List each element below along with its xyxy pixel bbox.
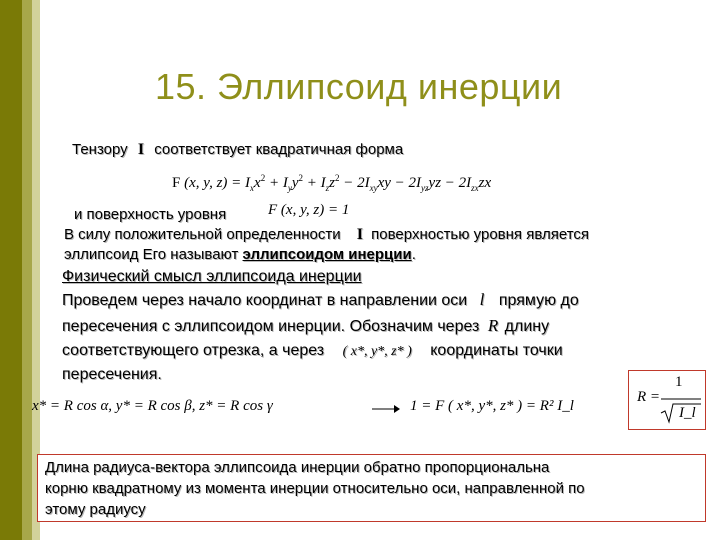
physical-line1	[62, 290, 579, 310]
result-numerator: 1	[675, 374, 683, 390]
conclusion-box	[37, 454, 706, 522]
axis-l-symbol: l	[479, 290, 485, 309]
physical-line4: пересечения.	[62, 366, 162, 383]
physical-line1-suffix: прямую до	[498, 292, 579, 309]
physical-line2-suffix: длину	[504, 318, 550, 335]
result-denominator: I_l	[679, 405, 696, 421]
positivity-line2-prefix: эллипсоид Его называют	[64, 246, 239, 263]
ellipsoid-of-inertia-term: эллипсоидом инерции	[242, 246, 412, 263]
positivity-line1	[64, 226, 589, 244]
coords-formula: ( x*, y*, z* )	[342, 344, 412, 359]
conclusion-line2: корню квадратному из момента инерции относительно оси, направленной по	[45, 480, 585, 497]
tensor-symbol: I	[137, 141, 145, 158]
physical-meaning-heading: Физический смысл эллипсоида инерции	[62, 268, 362, 285]
intro-line	[72, 141, 403, 159]
surface-formula: F (x, y, z) = 1	[268, 202, 350, 218]
physical-line1-prefix: Проведем через начало координат в направлении оси	[62, 292, 468, 309]
decor-stripe-mid	[22, 0, 32, 540]
positivity-line2-end: .	[411, 246, 416, 263]
intro-suffix: соответствует квадратичная форма	[154, 141, 404, 158]
positivity-line2	[64, 246, 416, 263]
positivity-line1-suffix: поверхностью уровня является	[371, 226, 590, 243]
intro-prefix: Тензору	[72, 141, 128, 158]
physical-line2-prefix: пересечения с эллипсоидом инерции. Обозначим через	[62, 318, 480, 335]
tensor-symbol-2: I	[356, 226, 363, 243]
arrow-right-icon	[372, 404, 400, 414]
physical-line3-suffix: координаты точки	[430, 342, 563, 359]
physical-line3-prefix: соответствующего отрезка, а через	[62, 342, 325, 359]
R-symbol: R	[487, 316, 499, 335]
quadratic-form-formula: F (x, y, $z) = I_xx^2 + I_yy^2 + I_zz^2 - 2I_{xy}xy - 2I_{yz}yz - 2I_{zx}zx$	[172, 173, 492, 193]
slide-title: 15. Эллипсоид инерции	[155, 66, 563, 107]
positivity-line1-prefix: В силу положительной определенности	[64, 226, 341, 243]
result-formula-box	[628, 370, 706, 430]
coords-cos-formula: x* = R cos α, y* = R cos β, z* = R cos γ	[32, 398, 273, 414]
conclusion-line3: этому радиусу	[45, 501, 146, 518]
physical-line2	[62, 316, 549, 336]
physical-line3	[62, 342, 563, 360]
conclusion-line1: Длина радиуса-вектора эллипсоида инерции обратно пропорциональна	[45, 459, 550, 476]
result-lhs: R =	[637, 389, 661, 405]
decor-stripe-dark	[0, 0, 22, 540]
surface-text: и поверхность уровня	[74, 206, 227, 223]
equation-formula: 1 = F ( x*, y*, z* ) = R² I_l	[410, 398, 574, 414]
